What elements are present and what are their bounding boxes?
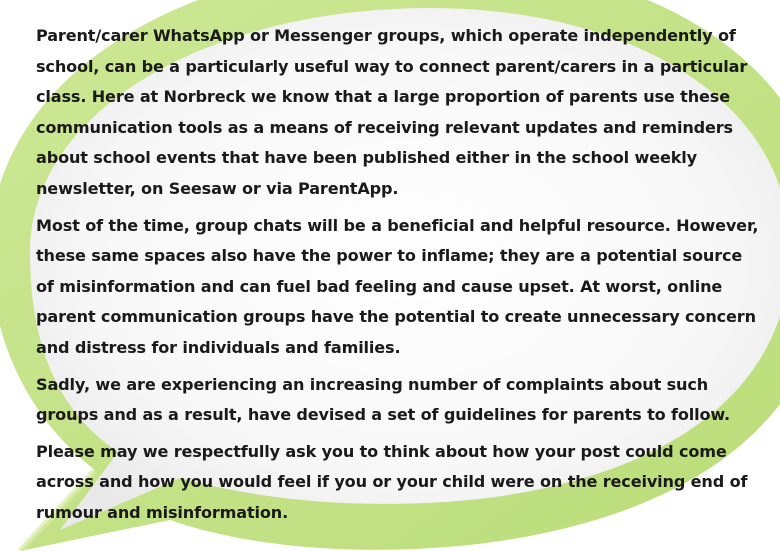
notice-text	[36, 21, 761, 535]
paragraph-request: Please may we respectfully ask you to think about how your post could come across and how you would feel if you or your child were on the receiving end of rumour and misinformation.	[36, 441, 748, 522]
paragraph-group-chats: Most of the time, group chats will be a beneficial and helpful resource. However, these same spaces also have the power to inflame; they are a potential source of misinformation and can fuel bad feeling and cause upset. At worst, online parent communication groups have the potential to create unnecessary concern and distress for individuals and families.	[36, 215, 759, 357]
paragraph-complaints: Sadly, we are experiencing an increasing number of complaints about such groups and as a result, have devised a set of guidelines for parents to follow.	[36, 374, 731, 425]
paragraph-intro: Parent/carer WhatsApp or Messenger groups, which operate independently of school, can be a particularly useful way to connect parent/carers in a particular class. Here at Norbreck we know that a large proportion of parents use these communication tools as a means of receiving relevant updates and reminders about school events that have been published either in the school weekly newsletter, on Seesaw or via ParentApp.	[36, 26, 748, 198]
